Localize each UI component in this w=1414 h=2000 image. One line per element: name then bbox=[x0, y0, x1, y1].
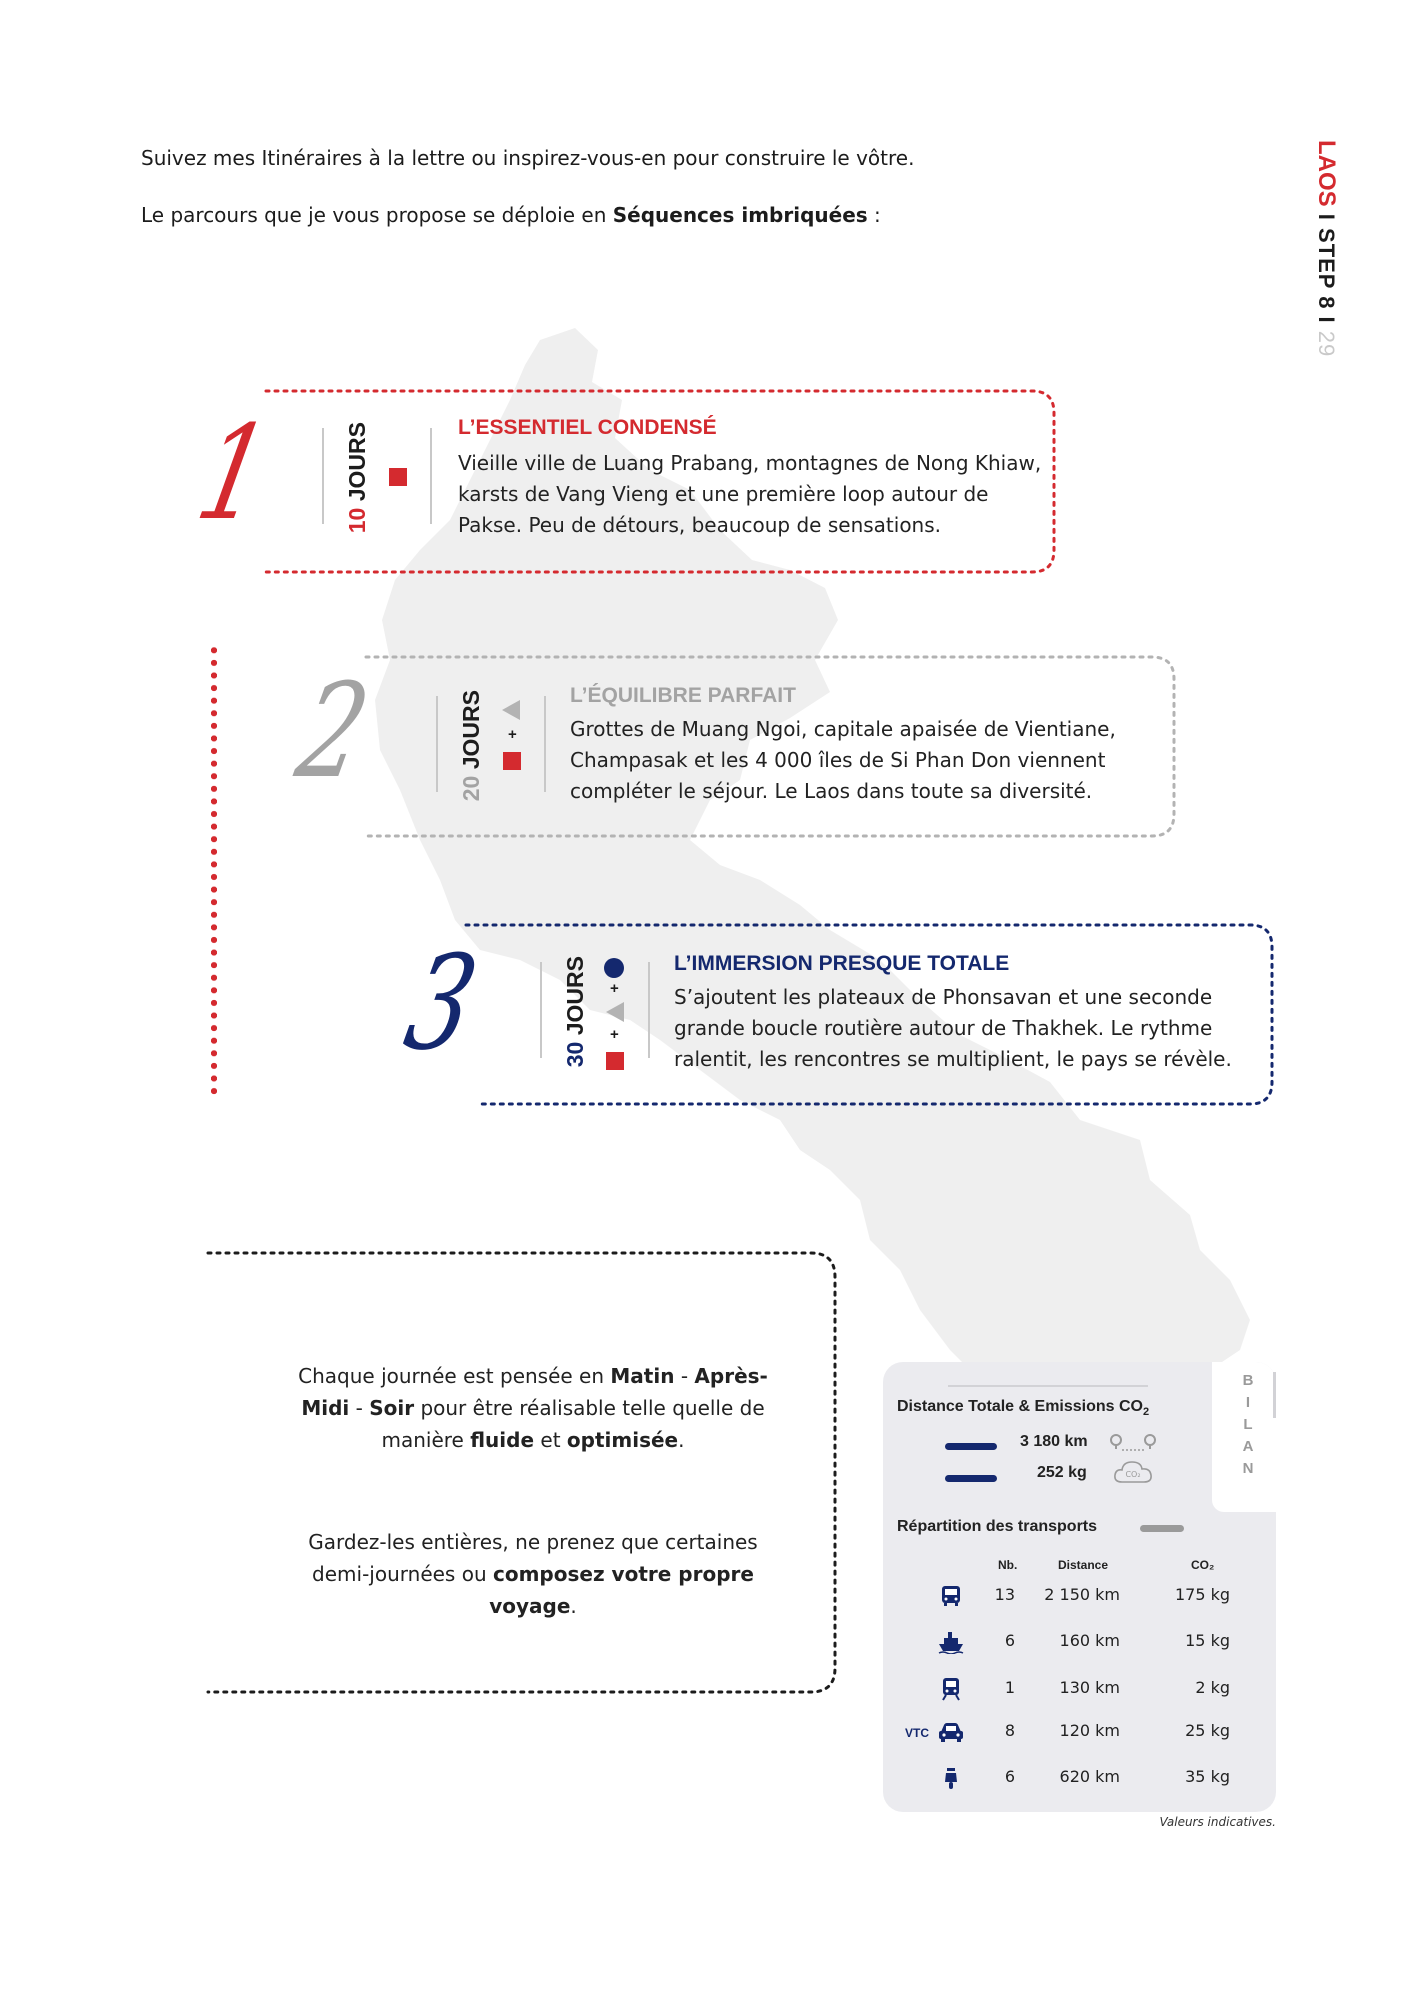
duration-number: 10 bbox=[344, 507, 370, 534]
plus-sign: + bbox=[508, 726, 517, 743]
total-distance: 3 180 km bbox=[1020, 1433, 1088, 1450]
bold-text: fluide bbox=[470, 1428, 535, 1452]
sequence-number: 1 bbox=[186, 397, 281, 549]
tab-letter: I bbox=[1245, 1394, 1251, 1411]
day-structure-text-2 bbox=[283, 1526, 783, 1622]
column-nb: Nb. bbox=[998, 1558, 1018, 1572]
grey-triangle-icon bbox=[500, 700, 520, 720]
tab-letter: A bbox=[1242, 1438, 1254, 1455]
sequence-text: S’ajoutent les plateaux de Phonsavan et une seconde grande boucle routière autour de Thakhek. Le rythme ralentit, les rencontres se multiplient, le pays se révèle. bbox=[674, 985, 1232, 1071]
duration-number: 30 bbox=[562, 1041, 588, 1068]
row-nb: 1 bbox=[1004, 1678, 1015, 1697]
distance-bar bbox=[945, 1443, 997, 1450]
column-distance: Distance bbox=[1058, 1558, 1109, 1572]
text: et bbox=[534, 1428, 567, 1452]
sequence-card-1 bbox=[186, 388, 1060, 578]
totals-title bbox=[897, 1398, 1149, 1418]
navy-circle-icon bbox=[604, 958, 624, 978]
sequence-number: 3 bbox=[394, 927, 489, 1079]
plus-sign: + bbox=[610, 980, 619, 997]
duration-number: 20 bbox=[458, 775, 484, 802]
step-label: STEP 8 bbox=[1314, 228, 1339, 310]
text: . bbox=[570, 1594, 577, 1618]
row-nb: 6 bbox=[1004, 1767, 1015, 1786]
intro-line-2-bold: Séquences imbriquées bbox=[612, 203, 868, 227]
row-nb: 6 bbox=[1004, 1631, 1015, 1650]
row-distance: 620 km bbox=[1059, 1767, 1120, 1786]
header-separator: I bbox=[1314, 206, 1339, 229]
grey-bar bbox=[1140, 1525, 1184, 1532]
repartition-title: Répartition des transports bbox=[897, 1518, 1098, 1535]
train-icon bbox=[937, 1677, 965, 1701]
intro-line-2-text: Le parcours que je vous propose se déploie en bbox=[141, 203, 613, 227]
car-icon bbox=[937, 1720, 965, 1744]
divider bbox=[436, 696, 438, 792]
row-co2: 35 kg bbox=[1185, 1767, 1230, 1786]
day-structure-box bbox=[205, 1250, 841, 1696]
tab-letter: B bbox=[1242, 1372, 1254, 1389]
bold-text: composez votre propre voyage bbox=[489, 1562, 754, 1618]
divider bbox=[648, 962, 650, 1058]
scooter-icon bbox=[937, 1766, 965, 1790]
text: pour être réalisable telle quelle de manière bbox=[381, 1396, 765, 1452]
co2-cloud-icon bbox=[1112, 1456, 1156, 1488]
red-square-icon bbox=[503, 752, 521, 770]
row-co2: 175 kg bbox=[1174, 1585, 1230, 1604]
row-distance: 120 km bbox=[1059, 1721, 1120, 1740]
duration-unit: JOURS bbox=[344, 422, 370, 502]
totals-title-text: Distance Totale & Emissions CO bbox=[897, 1398, 1143, 1415]
sequence-card-2 bbox=[286, 654, 1180, 844]
sequence-text: Grottes de Muang Ngoi, capitale apaisée de Vientiane, Champasak et les 4 000 îles de Si Phan Don viennent compléter le séjour. Le Laos dans toute sa diversité. bbox=[570, 717, 1116, 803]
route-pins-icon bbox=[1108, 1433, 1158, 1455]
column-co2: CO₂ bbox=[1191, 1558, 1215, 1572]
duration-unit: JOURS bbox=[458, 690, 484, 770]
side-header bbox=[1312, 140, 1340, 357]
box-frame bbox=[205, 1250, 841, 1696]
bold-text: Soir bbox=[369, 1396, 415, 1420]
row-co2: 15 kg bbox=[1185, 1631, 1230, 1650]
duration-label bbox=[458, 690, 485, 801]
divider bbox=[544, 696, 546, 792]
bold-text: Après-Midi bbox=[301, 1364, 768, 1420]
sequence-title: L’ESSENTIEL CONDENSÉ bbox=[458, 416, 717, 439]
indicative-values-note: Valeurs indicatives. bbox=[1159, 1815, 1276, 1829]
tab-letter: L bbox=[1243, 1416, 1253, 1433]
red-dotted-line bbox=[210, 644, 218, 1100]
bus-icon bbox=[937, 1584, 965, 1608]
page-number: 29 bbox=[1314, 330, 1339, 358]
co2-icon-label: CO₂ bbox=[1125, 1470, 1141, 1479]
bilan-tab-label bbox=[1238, 1370, 1258, 1480]
tab-letter: N bbox=[1242, 1460, 1254, 1477]
row-co2: 25 kg bbox=[1185, 1721, 1230, 1740]
day-structure-text-1 bbox=[283, 1360, 783, 1456]
text: - bbox=[674, 1364, 695, 1388]
duration-label bbox=[562, 956, 589, 1067]
sequence-title: L’IMMERSION PRESQUE TOTALE bbox=[674, 952, 1010, 975]
text: - bbox=[349, 1396, 370, 1420]
text: . bbox=[678, 1428, 685, 1452]
red-square-icon bbox=[606, 1052, 624, 1070]
sequence-number: 2 bbox=[286, 655, 381, 807]
subscript: 2 bbox=[1143, 1406, 1150, 1419]
intro-line-2-end: : bbox=[867, 203, 881, 227]
text: Chaque journée est pensée en bbox=[298, 1364, 611, 1388]
row-co2: 2 kg bbox=[1195, 1678, 1230, 1697]
bold-text: Matin bbox=[610, 1364, 675, 1388]
tab-edge bbox=[1273, 1372, 1276, 1418]
intro-line-2 bbox=[141, 201, 881, 229]
text: Gardez-les entières, ne prenez que certaines demi-journées ou bbox=[308, 1530, 758, 1586]
divider bbox=[322, 428, 324, 524]
vtc-label: VTC bbox=[905, 1726, 929, 1740]
total-co2: 252 kg bbox=[1037, 1464, 1087, 1481]
boat-icon bbox=[937, 1630, 965, 1654]
sequence-text: Vieille ville de Luang Prabang, montagnes de Nong Khiaw, karsts de Vang Vieng et une première loop autour de Pakse. Peu de détours, beaucoup de sensations. bbox=[458, 451, 1042, 537]
top-divider bbox=[948, 1385, 1148, 1387]
row-distance: 160 km bbox=[1059, 1631, 1120, 1650]
plus-sign: + bbox=[610, 1026, 619, 1043]
sequence-card-3 bbox=[394, 922, 1280, 1112]
header-separator: I bbox=[1314, 309, 1339, 331]
country-label: LAOS bbox=[1313, 140, 1340, 207]
row-distance: 2 150 km bbox=[1044, 1585, 1120, 1604]
duration-label bbox=[344, 422, 371, 533]
co2-bar bbox=[945, 1475, 997, 1482]
row-nb: 13 bbox=[994, 1585, 1015, 1604]
bold-text: optimisée bbox=[566, 1428, 679, 1452]
row-distance: 130 km bbox=[1059, 1678, 1120, 1697]
red-square-icon bbox=[389, 468, 407, 486]
row-nb: 8 bbox=[1004, 1721, 1015, 1740]
grey-triangle-icon bbox=[604, 1002, 624, 1022]
divider bbox=[430, 428, 432, 524]
sequence-title: L’ÉQUILIBRE PARFAIT bbox=[570, 684, 796, 707]
duration-unit: JOURS bbox=[562, 956, 588, 1036]
divider bbox=[540, 962, 542, 1058]
intro-line-1: Suivez mes Itinéraires à la lettre ou inspirez-vous-en pour construire le vôtre. bbox=[141, 146, 915, 170]
